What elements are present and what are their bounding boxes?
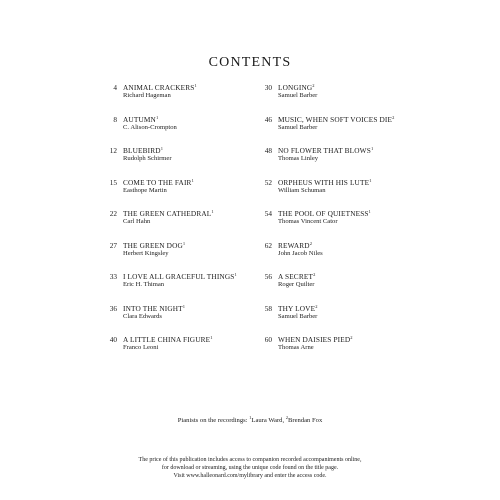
entry-page-number: 54 — [264, 209, 272, 218]
song-title-text: THE GREEN CATHEDRAL — [123, 209, 212, 218]
pianist-footnote-marker: 2 — [315, 303, 318, 309]
song-title-text: AUTUMN — [123, 114, 156, 124]
entry-composer: Samuel Barber — [278, 312, 318, 320]
entry-page-number: 46 — [264, 114, 272, 124]
pianist-footnote-marker: 2 — [392, 114, 395, 120]
entry-song-title — [123, 178, 194, 187]
pianists-credit — [0, 417, 500, 424]
pianist-name-2: Brendan Fox — [288, 417, 323, 424]
pianist-footnote-marker: 1 — [368, 209, 372, 214]
song-title-text: THY LOVE — [278, 303, 316, 313]
entry-composer: John Jacob Niles — [278, 249, 323, 257]
entry-composer: William Schuman — [278, 186, 326, 194]
entry-page-number: 58 — [264, 303, 272, 313]
contents-entry — [95, 304, 265, 328]
entry-page-number: 48 — [264, 146, 272, 155]
pianist-footnote-marker: 2 — [313, 272, 316, 277]
entry-composer: Eric H. Thiman — [123, 281, 165, 288]
entry-page-number: 60 — [264, 335, 272, 344]
pianist-footnote-marker: 2 — [312, 83, 315, 88]
song-title-text: THE GREEN DOG — [123, 240, 183, 250]
contents-entry — [250, 304, 420, 328]
price-line: for download or streaming, using the unique code found on the title page. — [161, 465, 339, 471]
entry-page-number: 40 — [109, 335, 117, 344]
pianists-prefix: Pianists on the recordings: — [177, 417, 250, 424]
entry-page-number: 22 — [109, 209, 117, 218]
song-title-text: REWARD — [278, 240, 310, 250]
song-title-text: ORPHEUS WITH HIS LUTE — [278, 177, 370, 187]
pianist-footnote-marker: 1 — [369, 177, 372, 183]
entry-song-title — [123, 272, 237, 281]
entry-song-title — [123, 304, 185, 313]
song-title-text: MUSIC, WHEN SOFT VOICES DIE — [278, 114, 393, 124]
price-notice — [0, 456, 500, 480]
song-title-text: A SECRET — [278, 272, 314, 281]
entry-composer: Thomas Arne — [278, 344, 314, 351]
contents-entry — [95, 83, 265, 107]
entry-song-title — [278, 241, 312, 250]
entry-composer: Rudolph Schirmer — [123, 155, 172, 162]
entry-song-title — [278, 146, 373, 155]
song-title-text: NO FLOWER THAT BLOWS — [278, 146, 371, 155]
entry-song-title — [278, 304, 318, 313]
pianist-footnote-marker: 1 — [160, 146, 164, 151]
entry-page-number: 33 — [109, 272, 117, 281]
entry-page-number: 12 — [109, 146, 117, 155]
price-line: The price of this publication includes access to companion recorded accompaniments online, — [138, 457, 362, 463]
entry-composer: Easthope Martin — [123, 186, 167, 194]
song-title-text: A LITTLE CHINA FIGURE — [123, 335, 211, 344]
song-title-text: THE POOL OF QUIETNESS — [278, 209, 369, 218]
pianist-footnote-marker: 1 — [194, 83, 197, 88]
pianist-note-2: 2 — [285, 415, 288, 420]
pianist-footnote-marker: 1 — [191, 177, 194, 183]
pianist-footnote-marker: 1 — [211, 209, 214, 214]
contents-entry — [250, 209, 420, 233]
entry-composer: Herbert Kingsley — [123, 249, 169, 257]
entry-song-title — [278, 115, 395, 124]
pianist-footnote-marker: 1 — [155, 114, 159, 120]
contents-entry — [95, 146, 265, 170]
pianist-name-1: Laura Ward, — [251, 417, 286, 424]
entry-song-title — [278, 272, 315, 281]
contents-entry — [95, 335, 265, 359]
song-title-text: INTO THE NIGHT — [123, 303, 183, 313]
pianist-footnote-marker: 1 — [234, 272, 237, 277]
entry-song-title — [278, 83, 315, 92]
contents-entry — [95, 241, 265, 265]
entry-composer: Clara Edwards — [123, 312, 162, 320]
entry-page-number: 62 — [264, 240, 272, 250]
pianist-footnote-marker: 2 — [309, 240, 313, 246]
pianist-footnote-marker: 1 — [210, 335, 213, 340]
entry-composer: Thomas Linley — [278, 155, 319, 162]
song-title-text: LONGING — [278, 83, 313, 92]
contents-entry — [250, 115, 420, 139]
song-title-text: I LOVE ALL GRACEFUL THINGS — [123, 272, 235, 281]
contents-entry — [250, 83, 420, 107]
entry-song-title — [123, 209, 214, 218]
entry-composer: Roger Quilter — [278, 281, 315, 288]
entry-composer: Samuel Barber — [278, 92, 318, 99]
entry-song-title — [123, 241, 185, 250]
contents-entry — [250, 335, 420, 359]
contents-entry — [95, 209, 265, 233]
entry-composer: Samuel Barber — [278, 123, 318, 131]
entry-page-number: 30 — [264, 83, 272, 92]
contents-entry — [250, 146, 420, 170]
entry-song-title — [123, 83, 197, 92]
contents-entry — [250, 241, 420, 265]
pianist-footnote-marker: 1 — [370, 146, 374, 151]
entry-composer: C. Alison-Crompton — [123, 123, 177, 131]
entry-song-title — [123, 146, 163, 155]
entry-composer: Carl Hahn — [123, 218, 151, 225]
entry-page-number: 8 — [113, 114, 117, 124]
contents-entry — [250, 178, 420, 202]
price-line: Visit www.halleonard.com/mylibrary and enter the access code. — [173, 473, 327, 479]
contents-entry — [95, 115, 265, 139]
pianist-note-1: 1 — [249, 415, 252, 420]
entry-page-number: 15 — [109, 177, 117, 187]
entry-composer: Thomas Vincent Cator — [278, 218, 338, 225]
entry-song-title — [123, 335, 213, 344]
entry-page-number: 4 — [113, 83, 117, 92]
song-title-text: ANIMAL CRACKERS — [123, 83, 195, 92]
pianist-footnote-marker: 1 — [182, 303, 186, 309]
pianist-footnote-marker: 1 — [182, 240, 186, 246]
entry-composer: Franco Leoni — [123, 344, 159, 351]
contents-entry — [95, 178, 265, 202]
entry-page-number: 56 — [264, 272, 272, 281]
entry-song-title — [123, 115, 158, 124]
entry-page-number: 52 — [264, 177, 272, 187]
entry-song-title — [278, 178, 372, 187]
entry-page-number: 36 — [109, 303, 117, 313]
entry-page-number: 27 — [109, 240, 117, 250]
pianist-footnote-marker: 2 — [350, 335, 353, 340]
entry-song-title — [278, 209, 371, 218]
contents-entry — [250, 272, 420, 296]
song-title-text: BLUEBIRD — [123, 146, 161, 155]
song-title-text: COME TO THE FAIR — [123, 177, 192, 187]
song-title-text: WHEN DAISIES PIED — [278, 335, 351, 344]
entry-composer: Richard Hageman — [123, 92, 171, 99]
page-title: CONTENTS — [208, 55, 292, 70]
contents-entry — [95, 272, 265, 296]
entry-song-title — [278, 335, 353, 344]
